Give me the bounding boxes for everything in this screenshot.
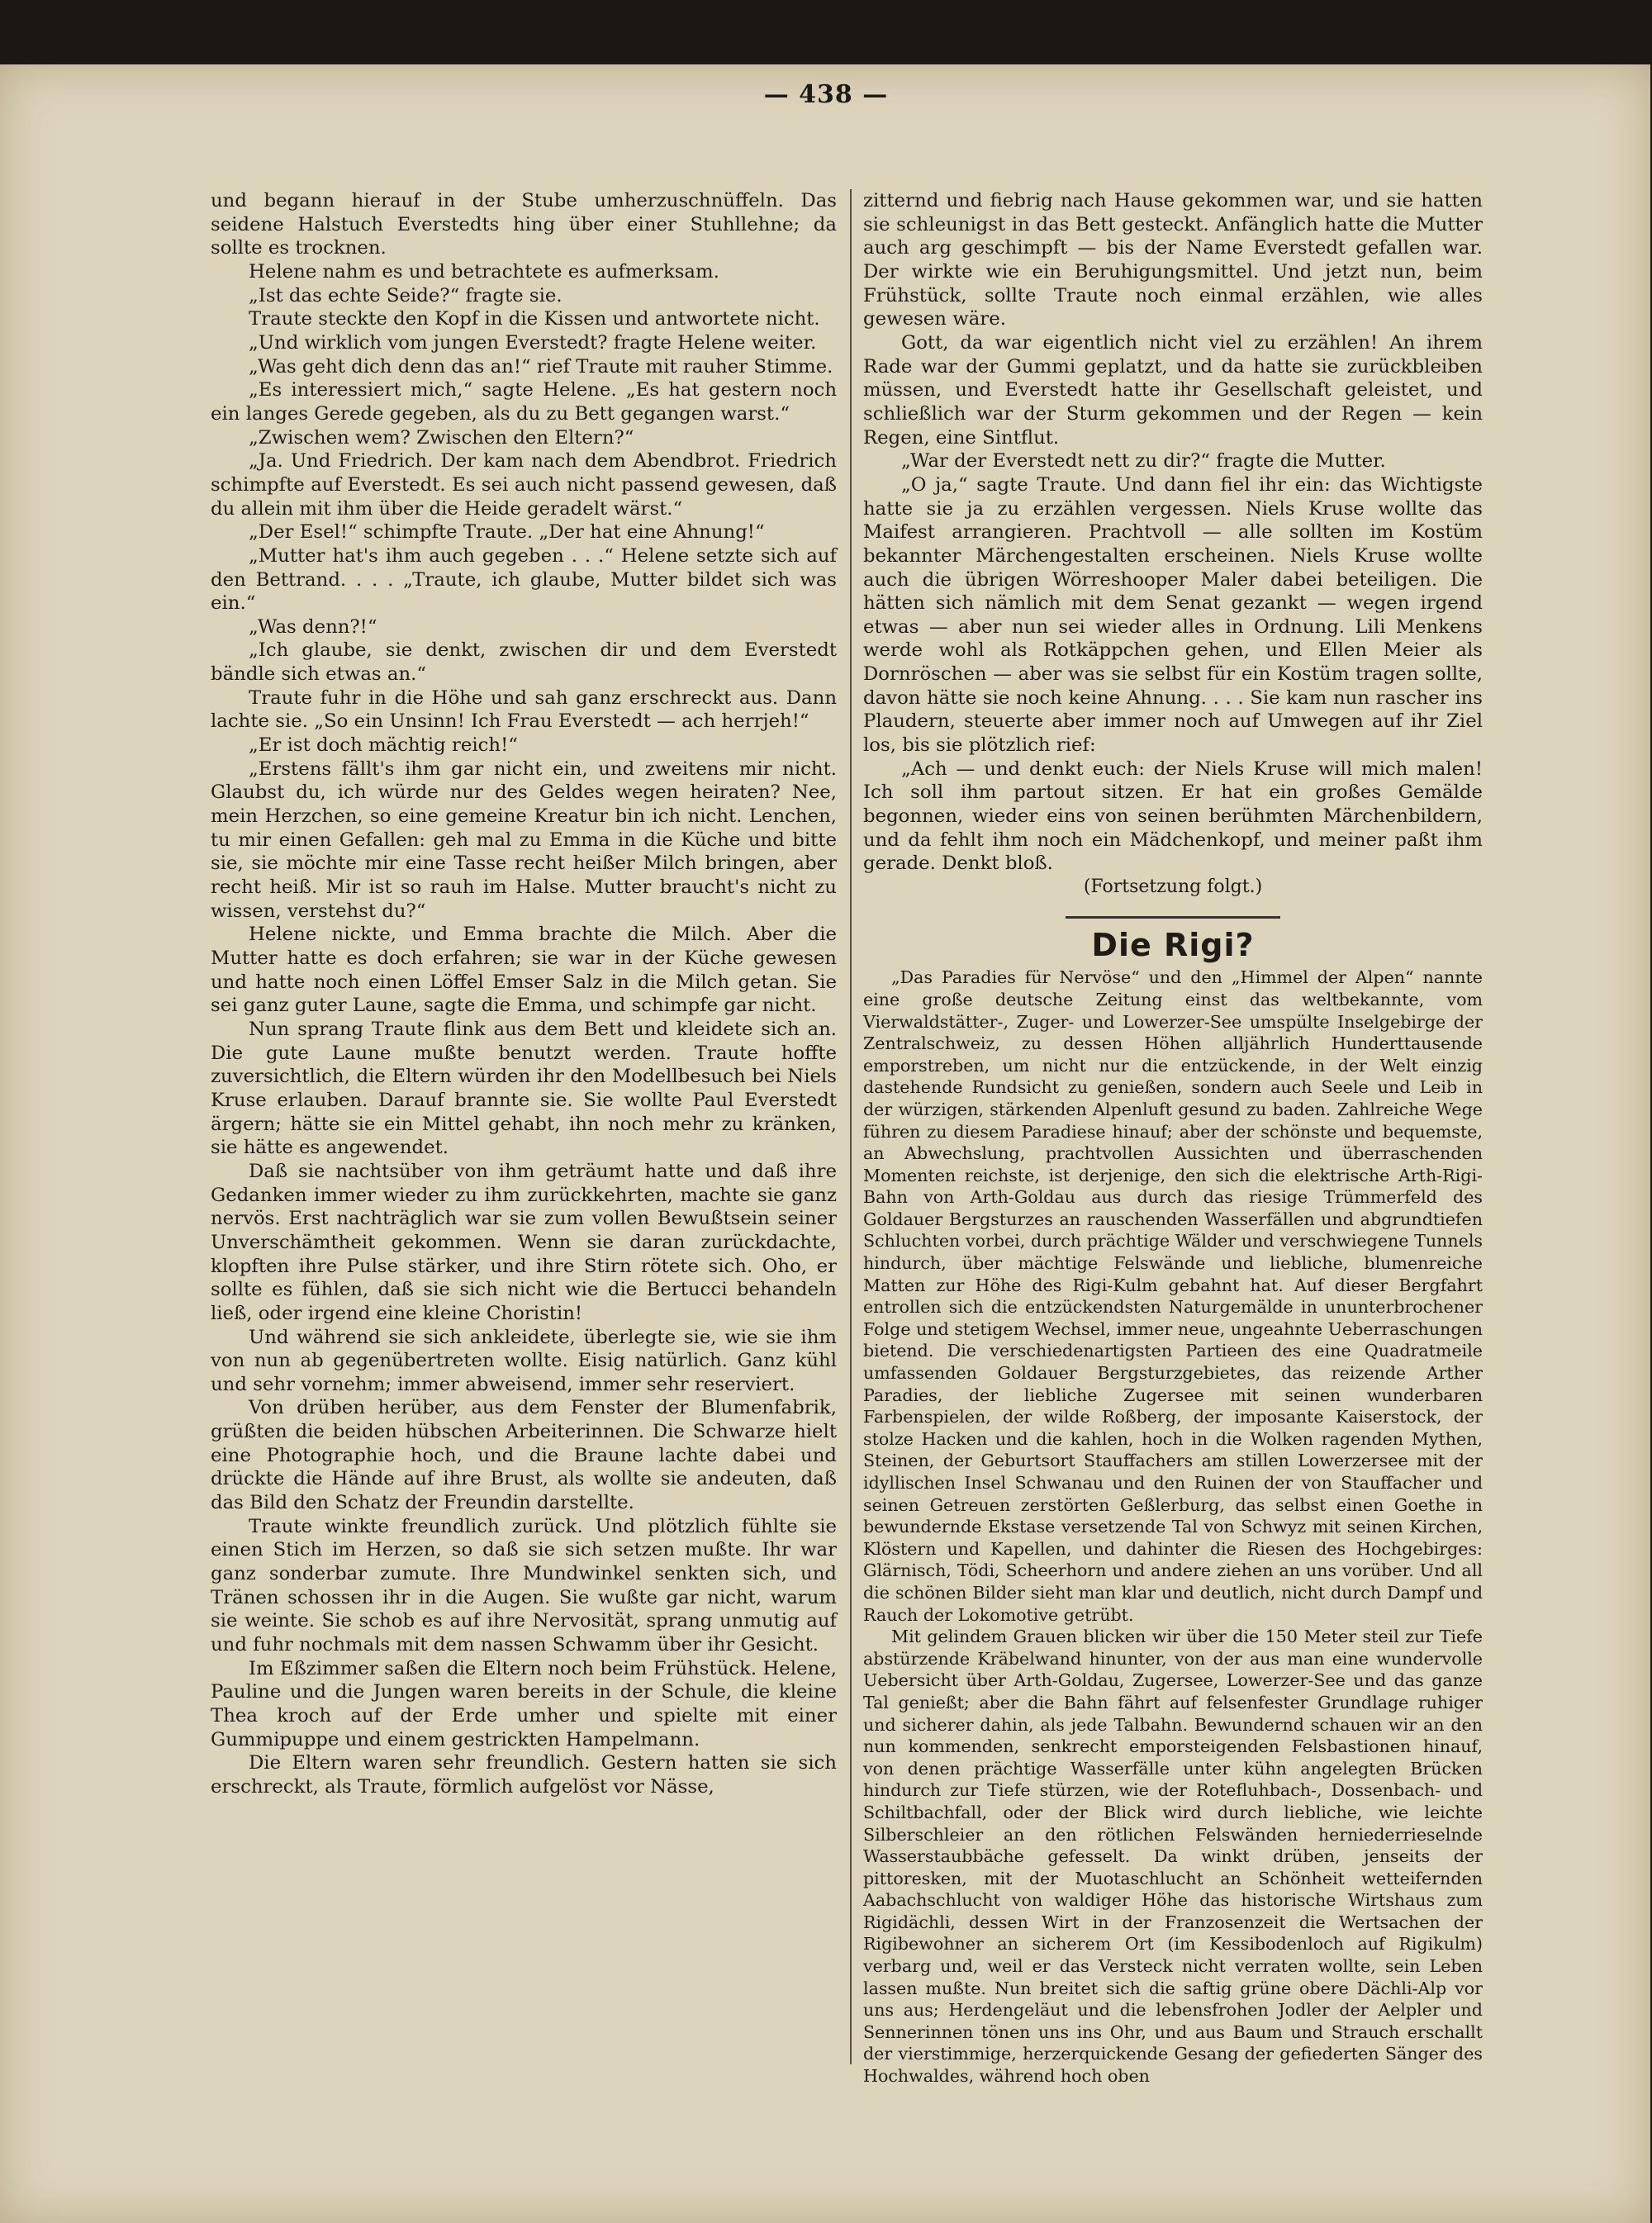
paragraph: Traute winkte freundlich zurück. Und plötzlich fühlte sie einen Stich im Herzen, so daß sie sich setzen mußte. Ihr war ganz sonderbar zumute. Ihre Mundwinkel senkten sich, und Tränen schossen ihr in die Augen. Sie wußte gar nicht, warum sie weinte. Sie schob es auf ihre Nervosität, sprang unmutig auf und fuhr nochmals mit dem nassen Schwamm über ihr Gesicht. [211, 1515, 837, 1656]
paragraph: „Mutter hat's ihm auch gegeben . . .“ Helene setzte sich auf den Bettrand. . . . „Traute, ich glaube, Mutter bildet sich was ein.“ [211, 544, 837, 615]
paragraph: „Es interessiert mich,“ sagte Helene. „Es hat gestern noch ein langes Gerede gegeben, als du zu Bett gegangen warst.“ [211, 379, 837, 425]
paragraph: „Ich glaube, sie denkt, zwischen dir und dem Everstedt bändle sich etwas an.“ [211, 639, 837, 686]
paragraph: Helene nickte, und Emma brachte die Milch. Aber die Mutter hatte es doch erfahren; sie war in der Küche gewesen und hatte noch einen Löffel Emser Salz in die Milch getan. Sie sei ganz guter Laune, sagte die Emma, und schimpfe gar nicht. [211, 924, 837, 1017]
paragraph: „Der Esel!“ schimpfte Traute. „Der hat eine Ahnung!“ [249, 521, 765, 544]
page-number: — 438 — [763, 80, 889, 109]
paragraph: und begann hierauf in der Stube umherzuschnüffeln. Das seidene Halstuch Everstedts hing über einer Stuhllehne; da sollte es trocknen. [211, 190, 837, 259]
paragraph: zitternd und fiebrig nach Hause gekommen war, und sie hatten sie schleunigst in das Bett gesteckt. Anfänglich hatte die Mutter auch arg geschimpft — bis der Name Everstedt gefallen war. Der wirkte wie ein Beruhigungsmittel. Und jetzt nun, beim Frühstück, sollte Traute noch einmal erzählen, wie alles gewesen wäre. [863, 190, 1483, 330]
paragraph: „Ist das echte Seide?“ fragte sie. [249, 284, 563, 306]
paragraph: „Ach — und denkt euch: der Niels Kruse will mich malen! Ich soll ihm partout sitzen. Er hat ein großes Gemälde begonnen, wieder eins von seinen berühmten Märchenbildern, und da fehlt ihm noch ein Mädchenkopf, und meiner paßt ihm gerade. Denkt bloß. [863, 758, 1483, 875]
right-column [863, 189, 1483, 2088]
paragraph: Nun sprang Traute flink aus dem Bett und kleidete sich an. Die gute Laune mußte benutzt werden. Traute hoffte zuversichtlich, die Eltern würden ihr den Modellbesuch bei Niels Kruse erlauben. Darauf brannte sie. Sie wollte Paul Everstedt ärgern; hätte sie ein Mittel gehabt, ihn noch mehr zu kränken, sie hätte es angewendet. [211, 1018, 837, 1159]
paragraph: „Was denn?!“ [249, 615, 377, 638]
paragraph: „Und wirklich vom jungen Everstedt? fragte Helene weiter. [249, 331, 817, 354]
paragraph: Im Eßzimmer saßen die Eltern noch beim Frühstück. Helene, Pauline und die Jungen waren bereits in der Schule, die kleine Thea kroch auf der Erde umher und spielte mit einer Gummipuppe und einem gestrickten Hampelmann. [211, 1657, 837, 1750]
paragraph: „Er ist doch mächtig reich!“ [249, 734, 518, 757]
paragraph: Und während sie sich ankleidete, überlegte sie, wie sie ihm von nun ab gegenübertreten wollte. Eisig natürlich. Ganz kühl und sehr vornehm; immer abweisend, immer sehr reserviert. [211, 1326, 837, 1395]
continued-note: (Fortsetzung folgt.) [1083, 876, 1263, 898]
paragraph: „Zwischen wem? Zwischen den Eltern?“ [249, 426, 634, 449]
paragraph: „War der Everstedt nett zu dir?“ fragte die Mutter. [901, 450, 1386, 473]
paragraph: „Was geht dich denn das an!“ rief Traute mit rauher Stimme. [249, 355, 833, 378]
paragraph: Die Eltern waren sehr freundlich. Gestern hatten sie sich erschreckt, als Traute, förmlich aufgelöst vor Nässe, [211, 1752, 837, 1798]
paragraph: Von drüben herüber, aus dem Fenster der Blumenfabrik, grüßten die beiden hübschen Arbeiterinnen. Die Schwarze hielt eine Photographie hoch, und die Braune lachte dabei und drückte die Hände auf ihre Brust, als wollte sie andeuten, daß das Bild den Schatz der Freundin darstellte. [211, 1397, 837, 1514]
paragraph: Daß sie nachtsüber von ihm geträumt hatte und daß ihre Gedanken immer wieder zu ihm zurückkehrten, machte sie ganz nervös. Erst nachträglich war sie zum vollen Bewußtsein seiner Unverschämtheit gekommen. Wenn sie daran zurückdachte, klopften ihre Pulse stärker, und ihre Stirn rötete sich. Oho, er sollte es fühlen, daß sie sich nicht wie die Bertucci behandeln ließ, oder irgend eine kleine Choristin! [211, 1160, 837, 1324]
paragraph: „O ja,“ sagte Traute. Und dann fiel ihr ein: das Wichtigste hatte sie ja zu erzählen vergessen. Niels Kruse wollte das Maifest arrangieren. Prachtvoll — alle sollten im Kostüm bekannter Märchengestalten erscheinen. Niels Kruse wollte auch die übrigen Wörreshooper Maler dabei beteiligen. Die hätten sich nämlich mit dem Senat gezankt — wegen irgend etwas — aber nun sei wieder alles in Ordnung. Lili Menkens werde wohl als Rotkäppchen gehen, und Ellen Meier als Dornröschen — aber was sie selbst für ein Kostüm tragen sollte, davon hätte sie noch keine Ahnung. . . . Sie kam nun rascher ins Plaudern, steuerte aber immer noch auf Umwegen auf ihr Ziel los, bis sie plötzlich rief: [863, 473, 1483, 757]
article-body [863, 967, 1483, 2087]
article-title: Die Rigi? [1091, 926, 1255, 963]
paragraph: „Das Paradies für Nervöse“ und den „Himmel der Alpen“ nannte eine große deutsche Zeitung einst das weltbekannte, vom Vierwaldstätter-, Zuger- und Lowerzer-See umspülte Inselgebirge der Zentralschweiz, zu dessen Höhen alljährlich Hunderttausende emporstreben, um nicht nur die entzückende, in der Welt einzig dastehende Rundsicht zu genießen, sondern auch Seele und Leib in der würzigen, stärkenden Alpenluft gesund zu baden. Zahlreiche Wege führen zu diesem Paradiese hinauf; aber der schönste und bequemste, an Abwechslung, prachtvollen Aussichten und überraschenden Momenten reichste, ist derjenige, den sich die elektrische Arth-Rigi-Bahn von Arth-Goldau aus durch das riesige Trümmerfeld des Goldauer Bergsturzes an rauschenden Wasserfällen und abgrundtiefen Schluchten vorbei, durch prächtige Wälder und verschwiegene Tunnels hindurch, über mächtige Felswände und liebliche, blumenreiche Matten zur Höhe des Rigi-Kulm gebahnt hat. Auf dieser Bergfahrt entrollen sich die entzückendsten Naturgemälde in ununterbrochener Folge und stetigem Wechsel, immer neue, ungeahnte Ueberraschungen bietend. Die verschiedenartigsten Partieen des eine Quadratmeile umfassenden Goldauer Bergsturzgebietes, das reizende Arther Paradies, der liebliche Zugersee mit seinen wunderbaren Farbenspielen, der wilde Roßberg, der imposante Kaiserstock, der stolze Hacken und die kahlen, hoch in die Wolken ragenden Mythen, Steinen, der Geburtsort Stauffachers am stillen Lowerzersee mit der idyllischen Insel Schwanau und den Ruinen der von Stauffacher und seinen Getreuen zerstörten Geßlerburg, das selbst einen Goethe in bewundernde Ekstase versetzende Tal von Schwyz mit seinen Kirchen, Klöstern und Kapellen, und dahinter die Riesen des Hochgebirges: Glärnisch, Tödi, Scheerhorn und andere ziehen an uns vorüber. Und all die schönen Bilder sieht man klar und deutlich, nicht durch Dampf und Rauch der Lokomotive getrübt. [863, 967, 1483, 1625]
paragraph: Gott, da war eigentlich nicht viel zu erzählen! An ihrem Rade war der Gummi geplatzt, und da hatte sie zurückbleiben müssen, und Everstedt hatte ihr Gesellschaft geleistet, und schließlich war der Sturm gekommen und der Regen — kein Regen, eine Sintflut. [863, 331, 1483, 449]
paragraph: „Ja. Und Friedrich. Der kam nach dem Abendbrot. Friedrich schimpfte auf Everstedt. Es sei auch nicht passend gewesen, daß du allein mit ihm über die Heide geradelt wärst.“ [211, 450, 837, 520]
paragraph: Helene nahm es und betrachtete es aufmerksam. [249, 260, 719, 283]
section-separator [1066, 916, 1280, 919]
left-column [211, 189, 837, 1799]
paragraph: Traute fuhr in die Höhe und sah ganz erschreckt aus. Dann lachte sie. „So ein Unsinn! Ich Frau Everstedt — ach herrjeh!“ [211, 686, 837, 733]
paragraph: „Erstens fällt's ihm gar nicht ein, und zweitens mir nicht. Glaubst du, ich würde nur des Geldes wegen heiraten? Nee, mein Herzchen, so eine gemeine Kreatur bin ich nicht. Lenchen, tu mir einen Gefallen: geh mal zu Emma in die Küche und bitte sie, sie möchte mir eine Tasse recht heißer Milch bringen, aber recht heiß. Mir ist so rauh im Halse. Mutter braucht's nicht zu wissen, verstehst du?“ [211, 758, 837, 922]
paragraph: Mit gelindem Grauen blicken wir über die 150 Meter steil zur Tiefe abstürzende Kräbelwand hinunter, von der aus man eine wundervolle Uebersicht über Arth-Goldau, Zugersee, Lowerzer-See und das ganze Tal genießt; aber die Bahn fährt auf felsenfester Grundlage ruhiger und sicherer dahin, als jede Talbahn. Bewundernd schauen wir an den nun kommenden, senkrecht emporsteigenden Felsbastionen hinauf, von denen prächtige Wasserfälle unter kühn angelegten Brücken hindurch zur Tiefe stürzen, wie der Rotefluhbach-, Dossenbach- und Schiltbachfall, oder der Blick wird durch liebliche, wie leichte Silberschleier an den rötlichen Felswänden herniederrieselnde Wasserstaubbäche gefesselt. Da winkt drüben, jenseits der pittoresken, mit der Muotaschlucht an Schönheit wetteifernden Aabachschlucht von waldiger Höhe das historische Wirtshaus zum Rigidächli, dessen Wirt in der Franzosenzeit die Wertsachen der Rigibewohner an sicherem Ort (im Kessibodenloch auf Rigikulm) verbarg und, weil er das Versteck nicht verraten wollte, sein Leben lassen mußte. Nun breitet sich die saftig grüne obere Dächli-Alp vor uns aus; Herdengeläut und die lebensfrohen Jodler der Aelpler und Sennerinnen tönen uns ins Ohr, und aus Baum und Strauch erschallt der vierstimmige, herzerquickende Gesang der gefiederten Sänger des Hochwaldes, während hoch oben [863, 1627, 1483, 2087]
paragraph: Traute steckte den Kopf in die Kissen und antwortete nicht. [249, 308, 820, 330]
column-divider [850, 189, 852, 2064]
